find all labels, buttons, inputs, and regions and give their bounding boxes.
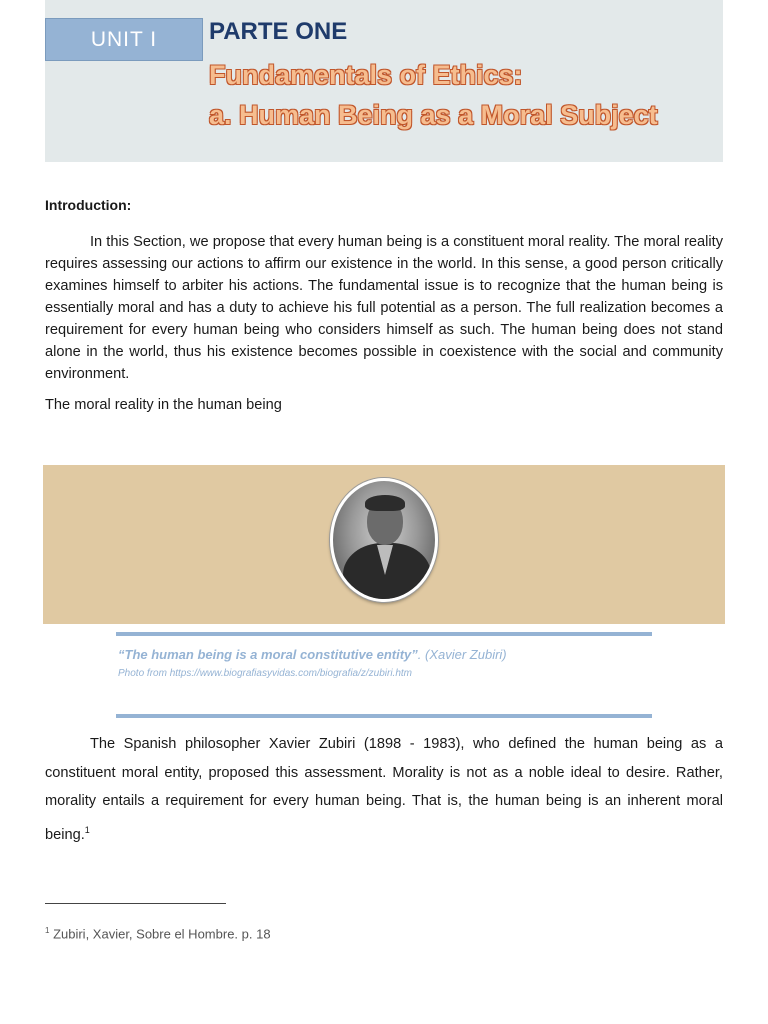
part-heading: PARTE ONE xyxy=(209,18,348,45)
quote-rule-top xyxy=(116,632,652,636)
body-text: The Spanish philosopher Xavier Zubiri (1898 - 1983), who defined the human being as a constituent moral entity, proposed this assessment. Morality is not as a noble ideal to desire. Rather, morality entails a requirement for every human being. That is, the human being is an inherent moral being. xyxy=(45,736,723,843)
portrait-hair xyxy=(365,495,405,511)
zubiri-portrait xyxy=(330,478,438,602)
introduction-heading: Introduction: xyxy=(45,197,132,213)
chapter-title-line-1: Fundamentals of Ethics: xyxy=(209,60,523,90)
section-subheading: The moral reality in the human being xyxy=(45,397,282,413)
chapter-title-line-2: a. Human Being as a Moral Subject xyxy=(209,100,658,130)
quote-attribution: . (Xavier Zubiri) xyxy=(417,647,507,662)
figure-quote xyxy=(118,647,507,662)
unit-label: UNIT I xyxy=(45,18,203,61)
body-paragraph xyxy=(45,730,723,849)
photo-credit: Photo from https://www.biografiasyvidas.com/biografia/z/zubiri.htm xyxy=(118,668,413,679)
introduction-text: In this Section, we propose that every human being is a constituent moral reality. The moral reality requires assessing our actions to affirm our existence in the world. In this sense, a good person critically examines himself to arbiter his actions. The fundamental issue is to recognize that the human being is essentially moral and has a duty to achieve his full potential as a person. The full realization becomes a requirement for every human being who considers himself as such. The human being does not stand alone in the world, thus his existence becomes possible in coexistence with the social and community environment. xyxy=(45,234,723,382)
footnote-text: Zubiri, Xavier, Sobre el Hombre. p. 18 xyxy=(49,926,271,942)
footnote-separator xyxy=(45,903,226,904)
quote-rule-bottom xyxy=(116,714,652,718)
footnote-reference[interactable]: 1 xyxy=(84,824,90,835)
quote-text: “The human being is a moral constitutive entity” xyxy=(118,647,418,662)
introduction-paragraph xyxy=(45,231,723,385)
footnote xyxy=(45,926,271,941)
footnote-mark: 1 xyxy=(45,926,50,935)
